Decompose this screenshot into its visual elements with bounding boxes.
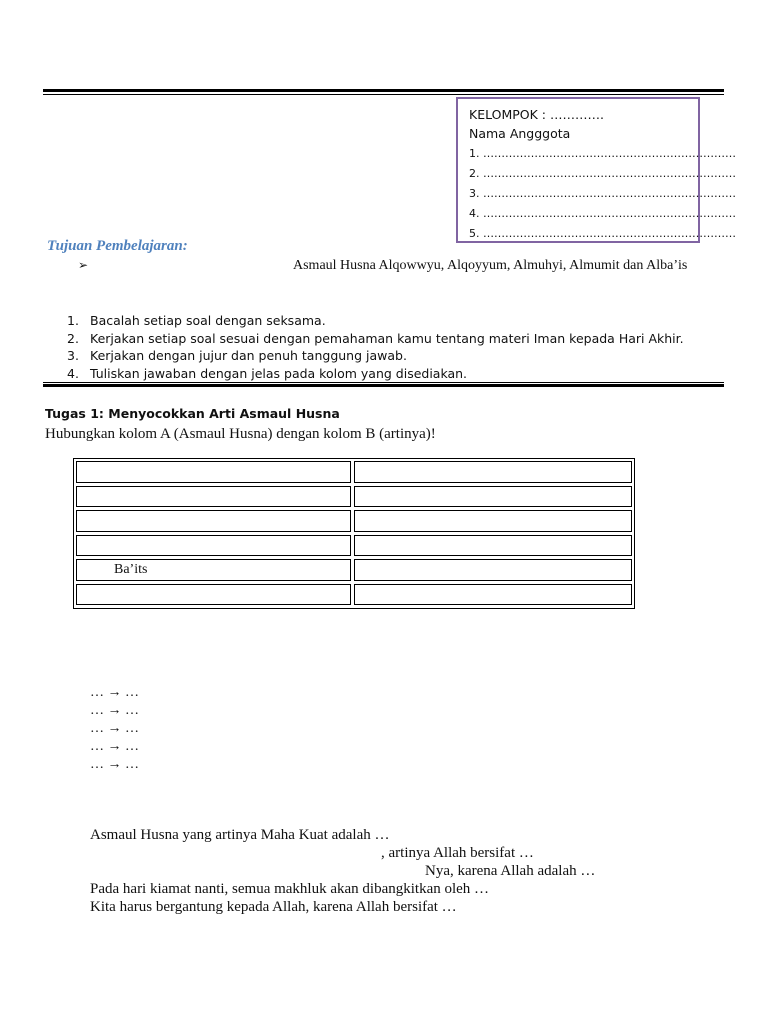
answer-line[interactable]: … → … (90, 721, 139, 736)
answer-line[interactable]: … → … (90, 685, 139, 700)
column-b-cell[interactable] (354, 559, 632, 581)
member-line-4[interactable]: 4. …………………………………………………………… (469, 207, 736, 220)
column-a-cell[interactable]: Ba’its (76, 559, 351, 581)
fill-in-line-2: , artinya Allah bersifat … (381, 845, 534, 861)
column-a-cell[interactable] (76, 510, 351, 532)
fill-in-line-5: Kita harus bergantung kepada Allah, karena Allah bersifat … (90, 899, 457, 915)
bullet-arrow-icon: ➢ (78, 258, 89, 272)
matching-table (73, 458, 635, 609)
table-row (76, 559, 632, 581)
table-row (76, 584, 632, 606)
section-rule-thin (43, 382, 724, 383)
group-info-box (456, 97, 736, 243)
fill-in-line-4: Pada hari kiamat nanti, semua makhluk akan dibangkitkan oleh … (90, 881, 490, 897)
table-row (76, 461, 632, 483)
top-rule-thick (43, 89, 724, 92)
member-line-5[interactable]: 5. …………………………………………………………… (469, 227, 736, 240)
column-a-cell[interactable] (76, 486, 351, 508)
column-a-cell[interactable] (76, 584, 351, 606)
kelompok-label: KELOMPOK : …………. (469, 107, 604, 122)
task1-description: Hubungkan kolom A (Asmaul Husna) dengan kolom B (artinya)! (45, 426, 436, 442)
instructions-list (67, 312, 684, 382)
instruction-item: 1. Bacalah setiap soal dengan seksama. (67, 313, 326, 328)
member-line-1[interactable]: 1. …………………………………………………………… (469, 147, 736, 160)
fill-in-line-1: Asmaul Husna yang artinya Maha Kuat adalah … (90, 827, 390, 843)
column-a-cell[interactable] (76, 535, 351, 557)
task1-title: Tugas 1: Menyocokkan Arti Asmaul Husna (45, 406, 340, 421)
nama-anggota-label: Nama Angggota (469, 126, 571, 141)
section-rule-thick (43, 384, 724, 387)
column-b-cell[interactable] (354, 535, 632, 557)
table-row (76, 535, 632, 557)
member-line-3[interactable]: 3. …………………………………………………………… (469, 187, 736, 200)
column-a-cell[interactable] (76, 461, 351, 483)
tujuan-heading: Tujuan Pembelajaran: (47, 238, 188, 254)
answer-line[interactable]: … → … (90, 703, 139, 718)
instruction-item: 2. Kerjakan setiap soal sesuai dengan pemahaman kamu tentang materi Iman kepada Hari Akhir. (67, 330, 684, 346)
instruction-item: 4. Tuliskan jawaban dengan jelas pada kolom yang disediakan. (67, 365, 468, 381)
instruction-item: 3. Kerjakan dengan jujur dan penuh tanggung jawab. (67, 348, 407, 363)
answer-line[interactable]: … → … (90, 757, 139, 772)
column-b-cell[interactable] (354, 584, 632, 606)
column-b-cell[interactable] (354, 486, 632, 508)
table-row (76, 486, 632, 508)
member-line-2[interactable]: 2. …………………………………………………………… (469, 167, 736, 180)
tujuan-text: Asmaul Husna Alqowwyu, Alqoyyum, Almuhyi, Almumit dan Alba’is (293, 258, 688, 273)
fill-in-line-3: Nya, karena Allah adalah … (425, 863, 596, 879)
top-rule-thin (43, 94, 724, 95)
answer-list (90, 684, 139, 774)
answer-line[interactable]: … → … (90, 739, 139, 754)
column-b-cell[interactable] (354, 461, 632, 483)
table-row (76, 510, 632, 532)
column-b-cell[interactable] (354, 510, 632, 532)
